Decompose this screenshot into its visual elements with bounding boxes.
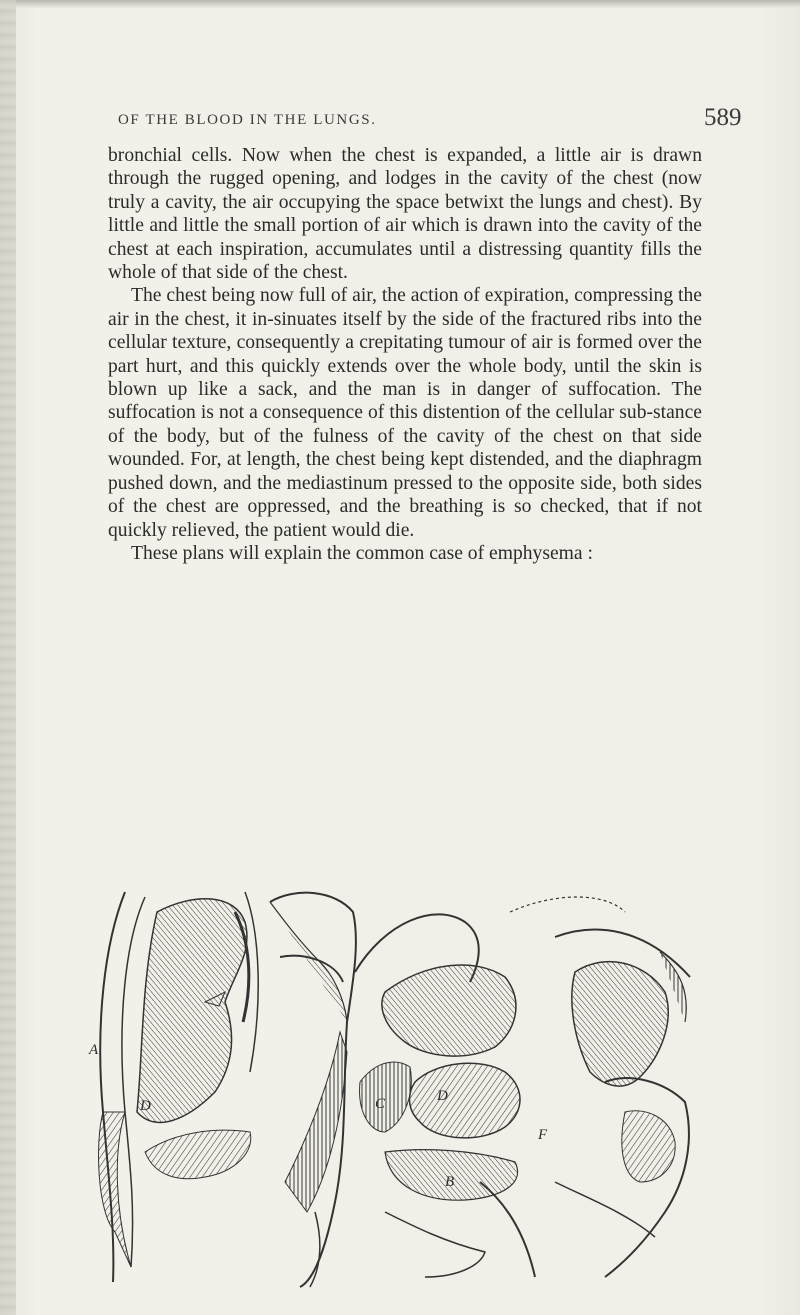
center-figure [355, 897, 625, 1277]
right-figure [537, 930, 690, 1277]
center-left-figure [270, 893, 356, 1287]
emphysema-illustration [85, 882, 700, 1292]
paragraph-3: These plans will explain the common case of emphysema : [131, 542, 593, 564]
paragraph-2: The chest being now full of air, the action of expiration, compressing the air in the chest, it in-sinuates itself by the side of the fractured ribs into the cellular texture, consequently a crepitating tumour of air is formed over the part hurt, and this quickly extends over the whole body, until the skin is blown up like a sack, and the man is in danger of suffocation. The suffocation is not a consequence of this distention of the cellular sub-stance of the body, but of the fulness of the cavity of the chest on that side wounded. For, at length, the chest being kept distended, and the diaphragm pushed down, and the mediastinum pressed to the opposite side, both sides of the chest are oppressed, and the breathing is so checked, that if not quickly relieved, the patient would die. [108, 285, 702, 541]
paragraph-1: bronchial cells. Now when the chest is expanded, a little air is drawn through the rugged opening, and lodges in the cavity of the chest (now truly a cavity, the air occupying the space betwixt the lungs and chest). By little and little the small portion of air which is drawn into the cavity of the chest at each inspiration, accumulates until a distressing quantity fills the whole of that side of the chest. [108, 145, 702, 284]
page-number: 589 [704, 104, 742, 131]
label-d-left: D [140, 1098, 151, 1114]
label-c: C [375, 1096, 386, 1112]
label-b: B [445, 1174, 455, 1190]
page-spine-shadow [0, 0, 16, 1315]
left-figure [88, 892, 258, 1282]
label-d-center: D [437, 1088, 448, 1104]
label-f: F [538, 1127, 548, 1143]
emphysema-diagram [85, 882, 700, 1292]
body-text [108, 144, 702, 565]
label-a: A [89, 1042, 99, 1058]
running-header: OF THE BLOOD IN THE LUNGS. [118, 112, 377, 128]
page-top-edge [0, 0, 800, 8]
